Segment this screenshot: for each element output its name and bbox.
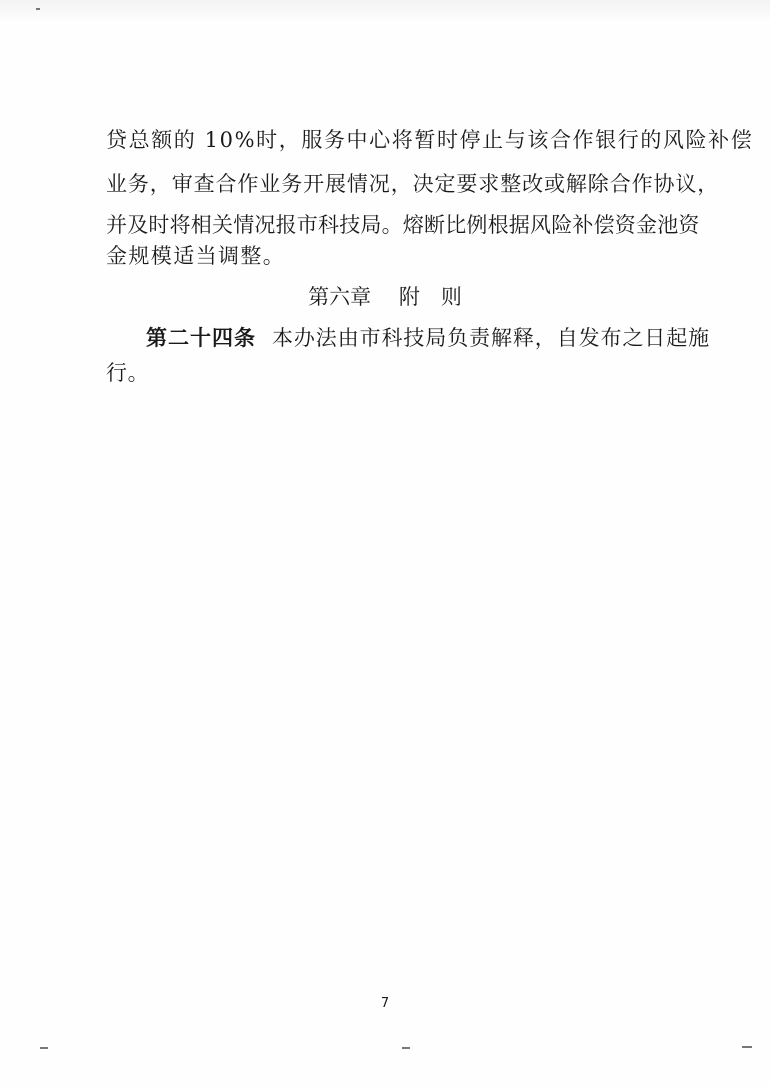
- article-24: [146, 322, 710, 354]
- page-number: 7: [380, 996, 390, 1011]
- paragraph-line-4: 金规模适当调整。: [106, 244, 286, 268]
- scan-speck: [402, 1047, 410, 1049]
- paragraph-line-3: 并及时将相关情况报市科技局。熔断比例根据风险补偿资金池资: [106, 213, 700, 237]
- paragraph-line-1: 贷总额的 10%时，服务中心将暂时停止与该合作银行的风险补偿: [106, 128, 754, 152]
- article-number: 第二十四条: [146, 326, 256, 350]
- chapter-heading: [0, 281, 770, 313]
- chapter-heading-text: 第六章 附 则: [308, 285, 462, 309]
- scan-speck: [742, 1046, 752, 1048]
- scan-speck: [40, 1047, 48, 1049]
- article-text-line-2: 行。: [106, 361, 150, 385]
- scan-speck: [36, 8, 40, 10]
- article-text-line-1: 本办法由市科技局负责解释，自发布之日起施: [272, 326, 710, 350]
- paragraph-line-2: 业务，审查合作业务开展情况，决定要求整改或解除合作协议，: [106, 172, 720, 196]
- scan-top-edge: [0, 0, 770, 24]
